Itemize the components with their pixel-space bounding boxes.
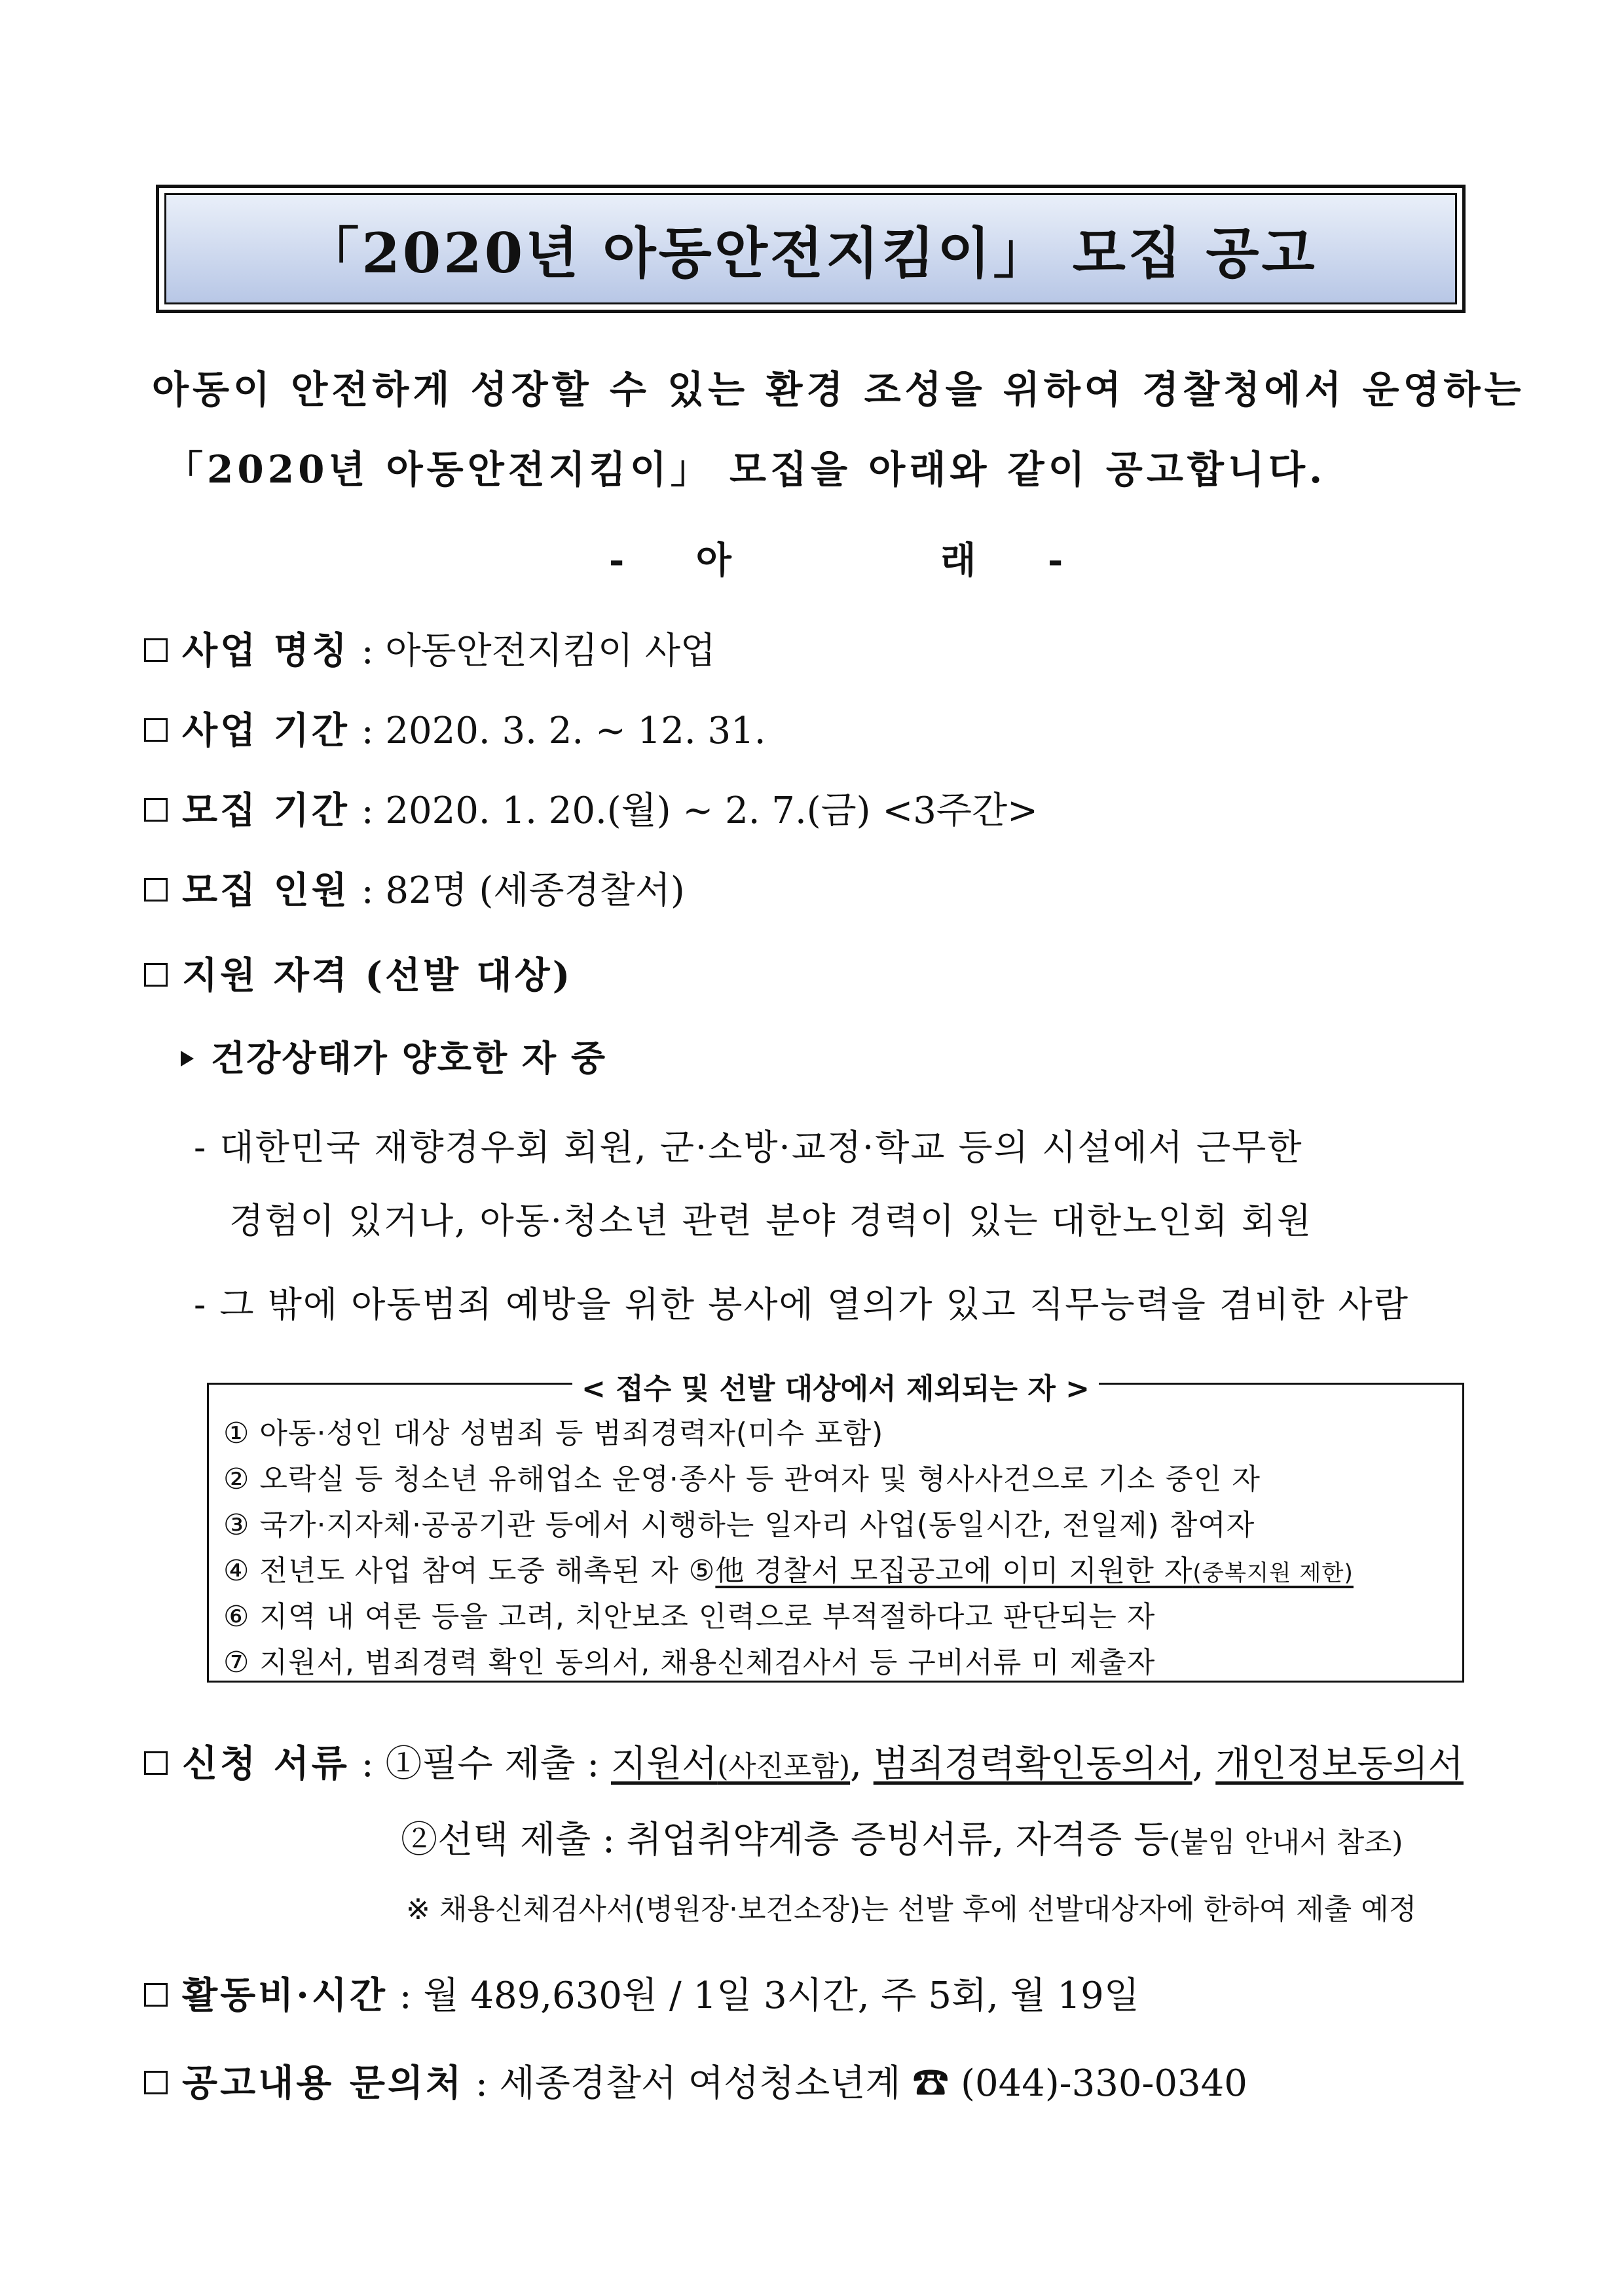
item-value: 82명 (세종경찰서) [385, 869, 685, 912]
qualification-label: 지원 자격 (선발 대상) [182, 954, 573, 997]
documents-note: ※ 채용신체검사서(병원장·보건소장)는 선발 후에 선발대상자에 한하여 제출 예정 [406, 1893, 1417, 1926]
checkbox-icon [144, 2071, 168, 2094]
checkbox-icon [144, 638, 168, 662]
checkbox-icon [144, 718, 168, 742]
item-value: 아동안전지킴이 사업 [385, 630, 716, 672]
exclusion-item-5-text [715, 1554, 1354, 1588]
item-label: 사업 기간 [182, 709, 350, 752]
arae-char-2: 래 [940, 539, 976, 582]
exclusions-box [207, 1372, 1464, 1683]
item-contact [144, 2054, 1247, 2107]
documents-optional-value: 취업취약계층 증빙서류, 자격증 등 [626, 1819, 1170, 1861]
checkbox-icon [144, 963, 168, 987]
exclusion-item-4: ④ 전년도 사업 참여 도중 해촉된 자 [223, 1554, 689, 1588]
exclusion-item-5-number: ⑤ [688, 1554, 716, 1588]
checkbox-icon [144, 878, 168, 902]
exclusion-item-4-5 [223, 1547, 1354, 1589]
checkbox-icon [144, 798, 168, 822]
item-label: 모집 기간 [182, 789, 350, 832]
arae-heading [609, 532, 1063, 584]
item-recruit-count [144, 862, 685, 914]
required-doc-1: 지원서 [611, 1743, 718, 1785]
item-qualification [144, 947, 572, 999]
required-doc-1-note: (사진포함) [717, 1750, 851, 1783]
qualification-bullet-1-line-2: 경험이 있거나, 아동·청소년 관련 분야 경력이 있는 대한노인회 회원 [229, 1200, 1313, 1241]
exclusion-item-2: ② 오락실 등 청소년 유해업소 운영·종사 등 관여자 및 형사사건으로 기소 중인 자 [223, 1463, 1261, 1496]
item-business-name [144, 622, 716, 674]
checkbox-icon [144, 1751, 168, 1775]
item-business-period [144, 702, 766, 754]
item-separator: : [349, 869, 386, 912]
contact-label: 공고내용 문의처 [182, 2062, 464, 2105]
checkbox-icon [144, 1983, 168, 2007]
exclusion-item-5-note: (중복지원 제한) [1192, 1560, 1354, 1586]
exclusion-item-7: ⑦ 지원서, 범죄경력 확인 동의서, 채용신체검사서 등 구비서류 미 제출자 [223, 1646, 1156, 1679]
documents-required-3: 개인정보동의서 [1215, 1743, 1464, 1785]
activity-value: 월 489,630원 / 1일 3시간, 주 5회, 월 19일 [423, 1975, 1139, 2017]
subheading-text: 건강상태가 양호한 자 중 [211, 1037, 607, 1079]
item-recruit-period [144, 782, 1038, 834]
triangle-bullet-icon [181, 1051, 194, 1066]
exclusion-item-6: ⑥ 지역 내 여론 등을 고려, 치안보조 인력으로 부적절하다고 판단되는 자 [223, 1600, 1156, 1633]
intro-line-1: 아동이 안전하게 성장할 수 있는 환경 조성을 위하여 경찰청에서 운영하는 [152, 367, 1525, 412]
item-separator: : [349, 630, 386, 672]
arae-char-1: 아 [695, 539, 731, 582]
documents-label: 신청 서류 [182, 1742, 350, 1785]
activity-separator: : [387, 1975, 424, 2017]
documents-required-1 [611, 1743, 850, 1785]
item-value: 2020. 3. 2. ~ 12. 31. [385, 710, 766, 752]
activity-label: 활동비·시간 [182, 1974, 388, 2017]
item-label: 모집 인원 [182, 869, 350, 912]
arae-dash-right: - [1047, 539, 1063, 582]
exclusion-item-1: ① 아동·성인 대상 성범죄 등 범죄경력자(미수 포함) [223, 1417, 884, 1450]
arae-dash-left: - [609, 539, 625, 582]
title-box [156, 185, 1466, 313]
documents-optional-label: ②선택 제출 : [401, 1819, 627, 1861]
exclusion-item-5-main: 他 경찰서 모집공고에 이미 지원한 자 [715, 1554, 1193, 1588]
documents-optional [401, 1811, 1403, 1863]
item-activity [144, 1967, 1139, 2019]
documents-separator: : [349, 1743, 386, 1785]
contact-value: 세종경찰서 여성청소년계 ☎ (044)-330-0340 [499, 2062, 1247, 2105]
item-label: 사업 명칭 [182, 629, 350, 672]
item-separator: : [349, 710, 386, 752]
item-documents: 신청 서류 : ①필수 제출 : 지원서(사진포함), 범죄경력확인동의서, 개인정보동의서 [144, 1735, 1464, 1787]
page-title: 「2020년 아동안전지킴이」 모집 공고 [304, 220, 1318, 285]
qualification-bullet-2: - 그 밖에 아동범죄 예방을 위한 봉사에 열의가 있고 직무능력을 겸비한 사람 [194, 1284, 1409, 1325]
qualification-bullet-1-line-1: - 대한민국 재향경우회 회원, 군·소방·교정·학교 등의 시설에서 근무한 [194, 1127, 1303, 1168]
documents-optional-note: (붙임 안내서 참조) [1169, 1826, 1403, 1859]
intro-line-2: 「2020년 아동안전지킴이」 모집을 아래와 같이 공고합니다. [165, 447, 1327, 492]
documents-required-label: ①필수 제출 : [385, 1743, 612, 1785]
title-banner [164, 193, 1457, 304]
exclusion-item-3: ③ 국가·지자체·공공기관 등에서 시행하는 일자리 사업(동일시간, 전일제) 참여자 [223, 1508, 1255, 1542]
documents-required-2: 범죄경력확인동의서 [873, 1743, 1192, 1785]
exclusions-title: < 접수 및 선발 대상에서 제외되는 자 > [572, 1365, 1099, 1407]
item-separator: : [349, 790, 386, 832]
contact-separator: : [464, 2062, 500, 2105]
qualification-subheading [181, 1030, 606, 1081]
item-value: 2020. 1. 20.(월) ~ 2. 7.(금) <3주간> [385, 790, 1038, 832]
